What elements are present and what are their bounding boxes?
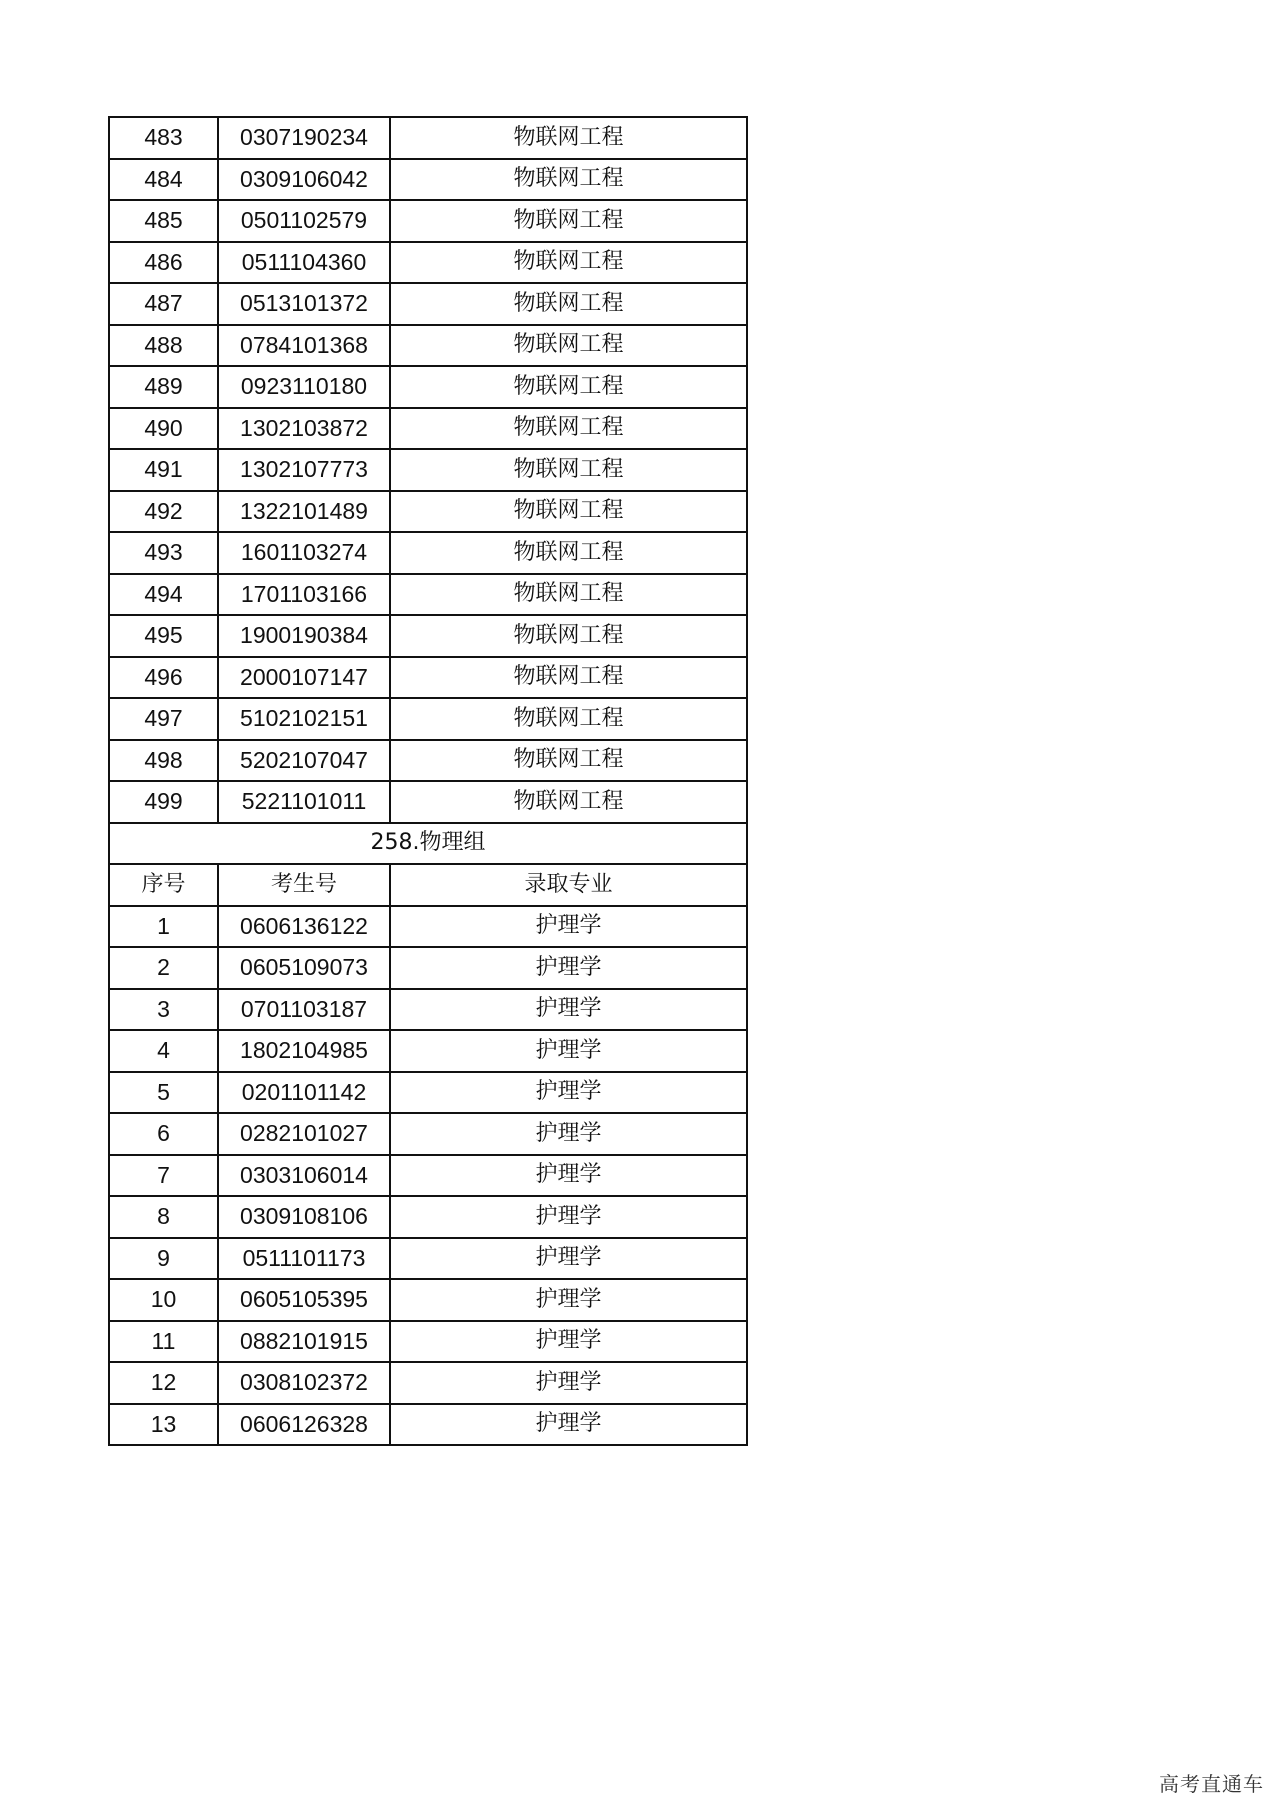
- cell-major: 护理学: [390, 1404, 747, 1446]
- cell-seq: 5: [109, 1072, 218, 1114]
- table-row: [109, 242, 747, 284]
- table-row: [109, 781, 747, 823]
- cell-candidate-id: 1900190384: [218, 615, 390, 657]
- cell-candidate-id: 0513101372: [218, 283, 390, 325]
- cell-seq: 499: [109, 781, 218, 823]
- cell-candidate-id: 5221101011: [218, 781, 390, 823]
- cell-major: 物联网工程: [390, 532, 747, 574]
- cell-candidate-id: 0201101142: [218, 1072, 390, 1114]
- cell-seq: 487: [109, 283, 218, 325]
- table-row: [109, 574, 747, 616]
- cell-major: 物联网工程: [390, 740, 747, 782]
- cell-seq: 483: [109, 117, 218, 159]
- cell-major: 物联网工程: [390, 657, 747, 699]
- cell-candidate-id: 5202107047: [218, 740, 390, 782]
- cell-seq: 13: [109, 1404, 218, 1446]
- cell-major: 护理学: [390, 947, 747, 989]
- cell-major: 护理学: [390, 1113, 747, 1155]
- cell-major: 护理学: [390, 1155, 747, 1197]
- cell-major: 物联网工程: [390, 574, 747, 616]
- admission-table-body: [109, 117, 747, 1445]
- cell-candidate-id: 0511104360: [218, 242, 390, 284]
- cell-candidate-id: 0307190234: [218, 117, 390, 159]
- cell-seq: 485: [109, 200, 218, 242]
- cell-major: 物联网工程: [390, 159, 747, 201]
- table-row: [109, 906, 747, 948]
- cell-candidate-id: 0303106014: [218, 1155, 390, 1197]
- cell-seq: 491: [109, 449, 218, 491]
- table-row: [109, 989, 747, 1031]
- cell-major: 护理学: [390, 1072, 747, 1114]
- cell-candidate-id: 1302103872: [218, 408, 390, 450]
- cell-major: 物联网工程: [390, 283, 747, 325]
- cell-candidate-id: 0501102579: [218, 200, 390, 242]
- table-row: [109, 159, 747, 201]
- table-row: [109, 615, 747, 657]
- table-row: [109, 408, 747, 450]
- cell-seq: 6: [109, 1113, 218, 1155]
- cell-major: 护理学: [390, 906, 747, 948]
- cell-major: 物联网工程: [390, 781, 747, 823]
- cell-candidate-id: 0605109073: [218, 947, 390, 989]
- cell-seq: 488: [109, 325, 218, 367]
- table-row: [109, 698, 747, 740]
- cell-major: 物联网工程: [390, 615, 747, 657]
- cell-seq: 11: [109, 1321, 218, 1363]
- table-row: [109, 1072, 747, 1114]
- cell-candidate-id: 0308102372: [218, 1362, 390, 1404]
- table-header-row: [109, 864, 747, 906]
- admission-table: [108, 116, 748, 1446]
- table-row: [109, 947, 747, 989]
- cell-candidate-id: 1701103166: [218, 574, 390, 616]
- table-row: [109, 1030, 747, 1072]
- cell-seq: 496: [109, 657, 218, 699]
- table-row: [109, 283, 747, 325]
- cell-major: 物联网工程: [390, 698, 747, 740]
- cell-seq: 12: [109, 1362, 218, 1404]
- cell-major: 物联网工程: [390, 408, 747, 450]
- cell-seq: 498: [109, 740, 218, 782]
- cell-major: 护理学: [390, 989, 747, 1031]
- cell-candidate-id: 0606126328: [218, 1404, 390, 1446]
- section-title: 258.物理组: [109, 823, 747, 865]
- cell-major: 护理学: [390, 1196, 747, 1238]
- header-seq: 序号: [109, 864, 218, 906]
- header-major: 录取专业: [390, 864, 747, 906]
- cell-major: 物联网工程: [390, 200, 747, 242]
- cell-major: 物联网工程: [390, 117, 747, 159]
- cell-candidate-id: 0606136122: [218, 906, 390, 948]
- cell-candidate-id: 1601103274: [218, 532, 390, 574]
- table-row: [109, 491, 747, 533]
- table-row: [109, 117, 747, 159]
- section-title-row: [109, 823, 747, 865]
- cell-candidate-id: 0923110180: [218, 366, 390, 408]
- cell-major: 物联网工程: [390, 366, 747, 408]
- cell-candidate-id: 0605105395: [218, 1279, 390, 1321]
- table-row: [109, 1321, 747, 1363]
- header-candidate-id: 考生号: [218, 864, 390, 906]
- cell-seq: 495: [109, 615, 218, 657]
- table-row: [109, 1362, 747, 1404]
- cell-seq: 1: [109, 906, 218, 948]
- cell-seq: 2: [109, 947, 218, 989]
- cell-seq: 489: [109, 366, 218, 408]
- cell-major: 护理学: [390, 1321, 747, 1363]
- cell-major: 护理学: [390, 1030, 747, 1072]
- cell-seq: 7: [109, 1155, 218, 1197]
- table-row: [109, 1238, 747, 1280]
- cell-seq: 3: [109, 989, 218, 1031]
- cell-seq: 486: [109, 242, 218, 284]
- cell-candidate-id: 0701103187: [218, 989, 390, 1031]
- cell-candidate-id: 0784101368: [218, 325, 390, 367]
- cell-candidate-id: 1802104985: [218, 1030, 390, 1072]
- cell-seq: 484: [109, 159, 218, 201]
- cell-candidate-id: 2000107147: [218, 657, 390, 699]
- table-row: [109, 1404, 747, 1446]
- cell-major: 物联网工程: [390, 325, 747, 367]
- table-row: [109, 532, 747, 574]
- cell-candidate-id: 0511101173: [218, 1238, 390, 1280]
- table-row: [109, 1113, 747, 1155]
- table-row: [109, 1155, 747, 1197]
- cell-seq: 497: [109, 698, 218, 740]
- table-row: [109, 740, 747, 782]
- cell-seq: 4: [109, 1030, 218, 1072]
- cell-major: 物联网工程: [390, 491, 747, 533]
- cell-candidate-id: 0282101027: [218, 1113, 390, 1155]
- watermark-text: 高考直通车: [1159, 1772, 1264, 1796]
- cell-candidate-id: 0309106042: [218, 159, 390, 201]
- cell-seq: 10: [109, 1279, 218, 1321]
- cell-seq: 493: [109, 532, 218, 574]
- table-row: [109, 449, 747, 491]
- cell-major: 物联网工程: [390, 449, 747, 491]
- cell-major: 护理学: [390, 1362, 747, 1404]
- table-row: [109, 325, 747, 367]
- cell-candidate-id: 1302107773: [218, 449, 390, 491]
- cell-candidate-id: 5102102151: [218, 698, 390, 740]
- cell-major: 物联网工程: [390, 242, 747, 284]
- cell-candidate-id: 1322101489: [218, 491, 390, 533]
- table-row: [109, 200, 747, 242]
- cell-candidate-id: 0309108106: [218, 1196, 390, 1238]
- cell-seq: 490: [109, 408, 218, 450]
- table-row: [109, 657, 747, 699]
- table-row: [109, 366, 747, 408]
- cell-seq: 492: [109, 491, 218, 533]
- cell-seq: 494: [109, 574, 218, 616]
- cell-major: 护理学: [390, 1279, 747, 1321]
- cell-major: 护理学: [390, 1238, 747, 1280]
- table-row: [109, 1279, 747, 1321]
- table-row: [109, 1196, 747, 1238]
- cell-seq: 8: [109, 1196, 218, 1238]
- cell-seq: 9: [109, 1238, 218, 1280]
- cell-candidate-id: 0882101915: [218, 1321, 390, 1363]
